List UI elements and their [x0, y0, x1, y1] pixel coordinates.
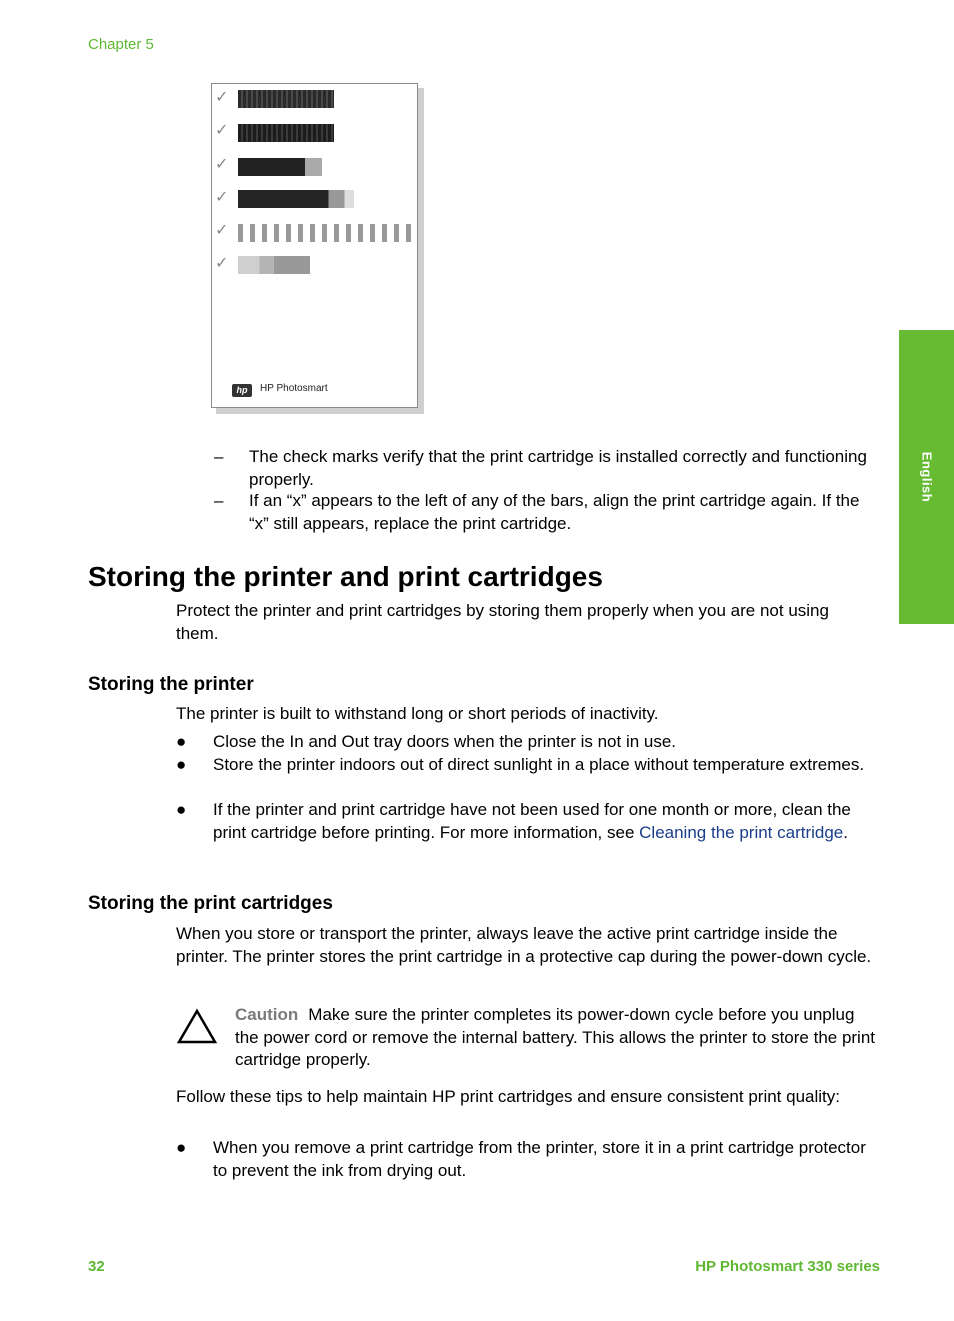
self-test-page-figure	[211, 83, 418, 408]
printer-intro: The printer is built to withstand long or short periods of inactivity.	[176, 704, 659, 723]
tips-intro: Follow these tips to help maintain HP print cartridges and ensure consistent print quality:	[176, 1087, 840, 1106]
bullet-mark: ●	[176, 755, 187, 774]
bullet-text-end: .	[843, 822, 848, 842]
list-item-text: Store the printer indoors out of direct sunlight in a place without temperature extremes.	[213, 755, 865, 774]
list-item	[176, 799, 876, 844]
test-bar-2	[238, 124, 334, 142]
list-item-text: If an “x” appears to the left of any of the bars, align the print cartridge again. If the “x” still appears, replace the print cartridge.	[249, 491, 860, 533]
list-item-text	[213, 799, 876, 844]
dash-mark: –	[214, 447, 224, 466]
caution-label: Caution	[235, 1005, 299, 1024]
test-bar-6	[238, 256, 310, 274]
list-item	[176, 754, 876, 777]
language-tab-label: English	[919, 451, 934, 503]
check-mark-icon: ✓	[215, 122, 229, 139]
hp-logo-icon: hp	[232, 384, 252, 397]
check-mark-icon: ✓	[215, 156, 229, 173]
cartridges-heading: Storing the print cartridges	[88, 893, 333, 914]
check-mark-icon: ✓	[215, 89, 229, 106]
language-tab	[899, 330, 954, 624]
caution-text: Make sure the printer completes its power-down cycle before you unplug the power cord or remove the internal battery. This allows the printer to store the print cartridge properly.	[235, 1005, 876, 1069]
product-name: HP Photosmart 330 series	[695, 1258, 880, 1275]
bullet-text: If the printer and print cartridge have not been used for one month or more, clean the print cartridge before printing. For more information, see	[213, 800, 851, 842]
section-title: Storing the printer and print cartridges	[88, 561, 603, 592]
test-bar-5	[238, 224, 412, 242]
test-bar-3	[238, 158, 322, 176]
list-item-text: Close the In and Out tray doors when the printer is not in use.	[213, 732, 677, 751]
check-mark-icon: ✓	[215, 189, 229, 206]
list-item-text: The check marks verify that the print cartridge is installed correctly and functioning properly.	[249, 447, 867, 489]
chapter-label: Chapter 5	[88, 36, 154, 53]
figure-logo-text: HP Photosmart	[260, 383, 328, 394]
list-item	[214, 490, 874, 535]
cartridges-intro: When you store or transport the printer, always leave the active print cartridge inside the printer. The printer stores the print cartridge in a protective cap during the power-down cycle.	[176, 924, 872, 966]
bullet-mark: ●	[176, 1138, 187, 1157]
test-bar-4	[238, 190, 354, 208]
dash-mark: –	[214, 491, 224, 510]
bullet-mark: ●	[176, 732, 187, 751]
page-number: 32	[88, 1258, 105, 1275]
section-intro: Protect the printer and print cartridges by storing them properly when you are not using them.	[176, 601, 829, 643]
test-bar-1	[238, 90, 334, 108]
list-item-text: When you remove a print cartridge from the printer, store it in a print cartridge protector to prevent the ink from drying out.	[213, 1138, 866, 1180]
list-item	[214, 446, 874, 491]
list-item	[176, 731, 876, 754]
printer-heading: Storing the printer	[88, 674, 254, 695]
check-mark-icon: ✓	[215, 222, 229, 239]
list-item	[176, 1137, 876, 1182]
bullet-mark: ●	[176, 800, 187, 819]
cleaning-cartridge-link[interactable]: Cleaning the print cartridge	[639, 822, 844, 842]
caution-note	[235, 1004, 880, 1072]
caution-triangle-icon	[176, 1008, 218, 1046]
check-mark-icon: ✓	[215, 255, 229, 272]
